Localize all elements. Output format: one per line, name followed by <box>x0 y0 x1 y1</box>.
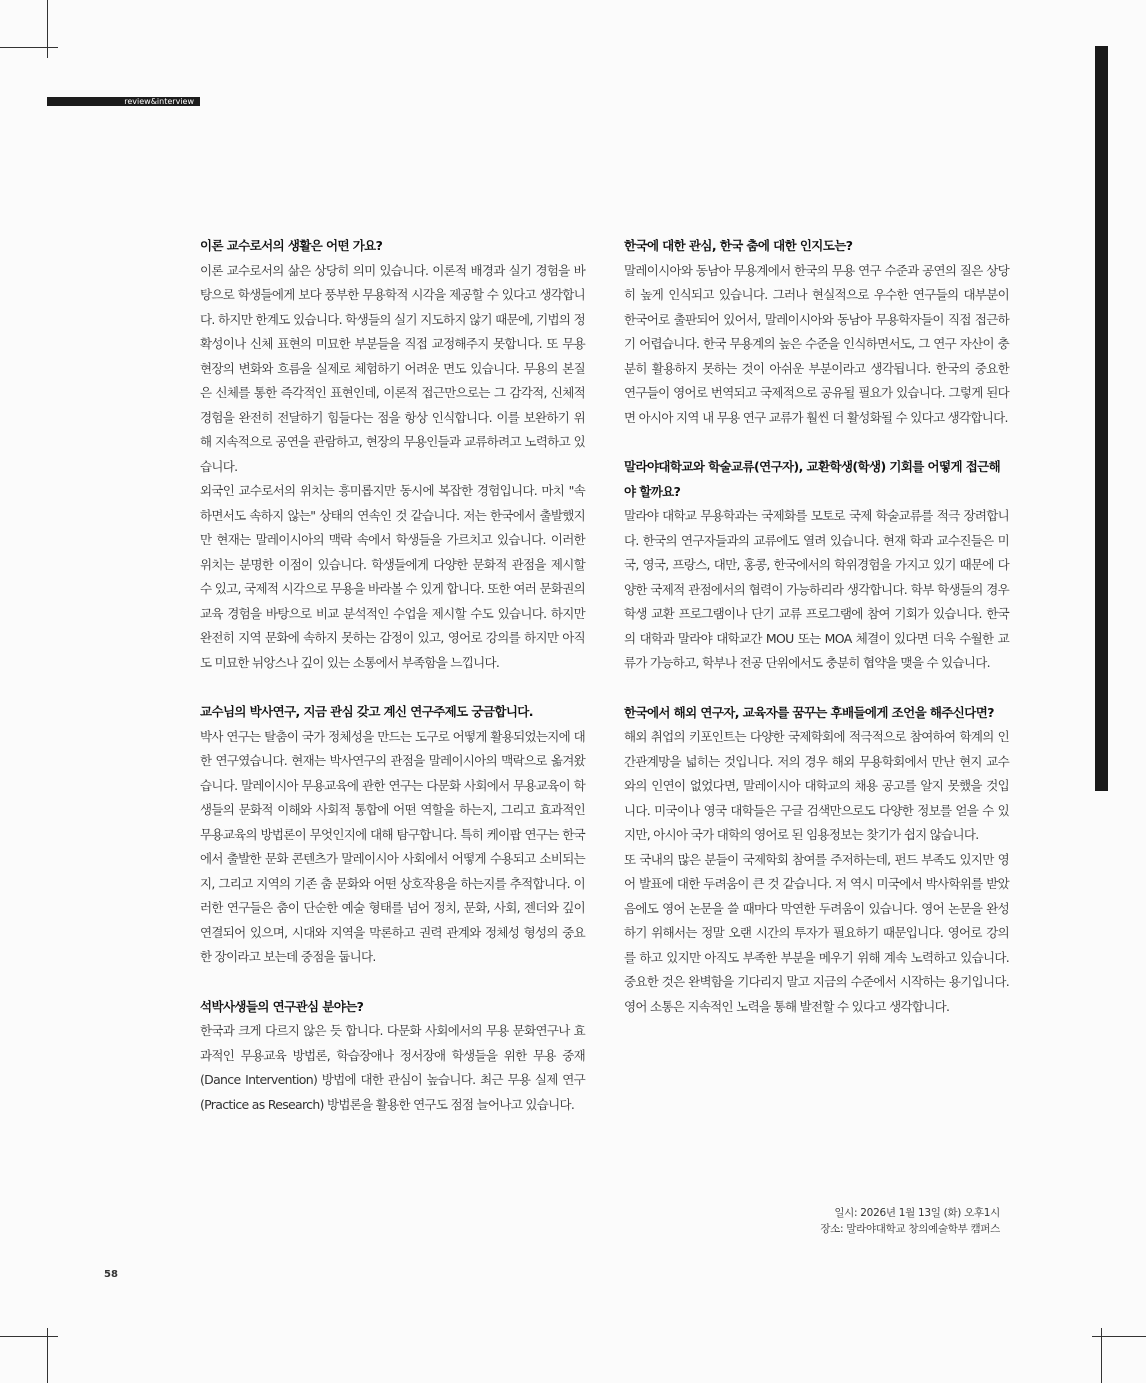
qa-block <box>624 455 1009 676</box>
question-heading: 한국에 대한 관심, 한국 춤에 대한 인지도는? <box>624 238 853 253</box>
interview-place: 장소: 말라야대학교 창의예술학부 캠퍼스 <box>820 1223 1000 1235</box>
qa-block <box>624 701 1009 1020</box>
qa-block <box>624 234 1009 430</box>
answer-paragraph: 이론 교수로서의 삶은 상당히 의미 있습니다. 이론적 배경과 실기 경험을 바탕으로 학생들에게 보다 풍부한 무용학적 시각을 제공할 수 있다고 생각합니다. 하지만 한계도 있습니다. 학생들의 실기 지도하지 않기 때문에, 기법의 정확성이나 신체 표현의 미묘한 부분들을 직접 교정해주지 못합니다. 또 무용 현장의 변화와 흐름을 실제로 체험하기 어려운 면도 있습니다. 무용의 본질은 신체를 통한 즉각적인 표현인데, 이론적 접근만으로는 그 감각적, 신체적 경험을 완전히 전달하기 힘들다는 점을 항상 인식합니다. 이를 보완하기 위해 지속적으로 공연을 관람하고, 현장의 무용인들과 교류하려고 노력하고 있습니다. <box>200 262 585 474</box>
question-heading: 말라야대학교와 학술교류(연구자), 교환학생(학생) 기회를 어떻게 접근해야 할까요? <box>624 459 1001 499</box>
page-number: 58 <box>104 1269 118 1280</box>
qa-block <box>200 700 585 970</box>
crop-mark-bottom-left-h <box>0 1336 58 1337</box>
right-column <box>624 234 1009 1044</box>
answer-paragraph: 또 국내의 많은 분들이 국제학회 참여를 주저하는데, 펀드 부족도 있지만 영어 발표에 대한 두려움이 큰 것 같습니다. 저 역시 미국에서 박사학위를 받았음에도 영어 논문을 쓸 때마다 막연한 두려움이 있습니다. 영어 논문을 완성하기 위해서는 정말 오랜 시간의 투자가 필요하기 때문입니다. 영어로 강의를 하고 있지만 아직도 부족한 부분을 메우기 위해 계속 노력하고 있습니다. 중요한 것은 완벽함을 기다리지 말고 지금의 수준에서 시작하는 용기입니다. 영어 소통은 지속적인 노력을 통해 발전할 수 있다고 생각합니다. <box>624 851 1009 1014</box>
question-heading: 한국에서 해외 연구자, 교육자를 꿈꾸는 후배들에게 조언을 해주신다면? <box>624 704 994 720</box>
question-heading: 석박사생들의 연구관심 분야는? <box>200 998 364 1014</box>
answer-paragraph: 한국과 크게 다르지 않은 듯 합니다. 다문화 사회에서의 무용 문화연구나 효과적인 무용교육 방법론, 학습장애나 정서장애 학생들을 위한 무용 중재(Dance Intervention) 방법에 대한 관심이 높습니다. 최근 무용 실제 연구(Practice as Research) 방법론을 활용한 연구도 점점 늘어나고 있습니다. <box>200 1023 585 1112</box>
left-column <box>200 234 585 1142</box>
answer-paragraph: 박사 연구는 탈춤이 국가 정체성을 만드는 도구로 어떻게 활용되었는지에 대한 연구였습니다. 현재는 박사연구의 관점을 말레이시아의 맥락으로 옮겨왔습니다. 말레이시아 무용교육에 관한 연구는 다문화 사회에서 무용교육이 학생들의 문화적 이해와 사회적 통합에 어떤 역할을 하는지, 그리고 효과적인 무용교육의 방법론이 무엇인지에 대해 탐구합니다. 특히 케이팝 연구는 한국에서 출발한 문화 콘텐츠가 말레이시아 사회에서 어떻게 수용되고 소비되는지, 그리고 지역의 기존 춤 문화와 어떤 상호작용을 하는지를 추적합니다. 이러한 연구들은 춤이 단순한 예술 형태를 넘어 정치, 문화, 사회, 젠더와 깊이 연결되어 있으며, 시대와 지역을 막론하고 권력 관계와 정체성 형성의 중요한 장이라고 보는데 중점을 둡니다. <box>200 728 585 964</box>
qa-block <box>200 234 585 675</box>
interview-meta <box>820 1205 1000 1237</box>
crop-mark-bottom-right-h <box>1092 1336 1146 1337</box>
answer-paragraph: 말라야 대학교 무용학과는 국제화를 모토로 국제 학술교류를 적극 장려합니다. 한국의 연구자들과의 교류에도 열려 있습니다. 현재 학과 교수진들은 미국, 영국, 프랑스, 대만, 홍콩, 한국에서의 학위경험을 가지고 있기 때문에 다양한 국제적 관점에서의 협력이 가능하리라 생각합니다. 학부 학생들의 경우 학생 교환 프로그램이나 단기 교류 프로그램에 참여 기회가 있습니다. 한국의 대학과 말라야 대학교간 MOU 또는 MOA 체결이 있다면 더욱 수월한 교류가 가능하고, 학부나 전공 단위에서도 충분히 협약을 맺을 수 있습니다. <box>624 508 1009 670</box>
question-heading: 교수님의 박사연구, 지금 관심 갖고 계신 연구주제도 궁금합니다. <box>200 704 533 719</box>
answer-paragraph: 외국인 교수로서의 위치는 흥미롭지만 동시에 복잡한 경험입니다. 마치 "속하면서도 속하지 않는" 상태의 연속인 것 같습니다. 저는 한국에서 출발했지만 현재는 말레이시아의 맥락 속에서 학생들을 가르치고 있습니다. 이러한 위치는 분명한 이점이 있습니다. 학생들에게 다양한 문화적 관점을 제시할 수 있고, 국제적 시각으로 무용을 바라볼 수 있게 합니다. 또한 여러 문화권의 교육 경험을 바탕으로 비교 분석적인 수업을 제시할 수도 있습니다. 하지만 완전히 지역 문화에 속하지 못하는 감정이 있고, 영어로 강의를 하지만 아직도 미묘한 뉘앙스나 깊이 있는 소통에서 부족함을 느낍니다. <box>200 483 585 670</box>
interview-date: 일시: 2026년 1월 13일 (화) 오후1시 <box>834 1207 1000 1219</box>
question-heading: 이론 교수로서의 생활은 어떤 가요? <box>200 238 383 253</box>
qa-block <box>200 995 585 1118</box>
section-tag: review&interview <box>47 97 200 106</box>
page-edge-bar <box>1095 46 1108 791</box>
answer-paragraph: 말레이시아와 동남아 무용계에서 한국의 무용 연구 수준과 공연의 질은 상당히 높게 인식되고 있습니다. 그러나 현실적으로 우수한 연구들의 대부분이 한국어로 출판되어 있어서, 말레이시아와 동남아 무용학자들이 직접 접근하기 어렵습니다. 한국 무용계의 높은 수준을 인식하면서도, 그 연구 자산이 충분히 활용하지 못하는 것이 아쉬운 부분이라고 생각됩니다. 한국의 중요한 연구들이 영어로 번역되고 국제적으로 공유될 필요가 있습니다. 그렇게 된다면 아시아 지역 내 무용 연구 교류가 훨씬 더 활성화될 수 있다고 생각합니다. <box>624 262 1009 425</box>
crop-mark-top-left-h <box>0 47 58 48</box>
crop-mark-top-left-v <box>47 0 48 58</box>
answer-paragraph: 해외 취업의 키포인트는 다양한 국제학회에 적극적으로 참여하여 학계의 인간관계망을 넓히는 것입니다. 저의 경우 해외 무용학회에서 만난 현지 교수와의 인연이 없었다면, 말레이시아 대학교의 채용 공고를 알지 못했을 것입니다. 미국이나 영국 대학들은 구글 검색만으로도 다양한 정보를 얻을 수 있지만, 아시아 국가 대학의 영어로 된 임용정보는 찾기가 쉽지 않습니다. <box>624 729 1009 842</box>
